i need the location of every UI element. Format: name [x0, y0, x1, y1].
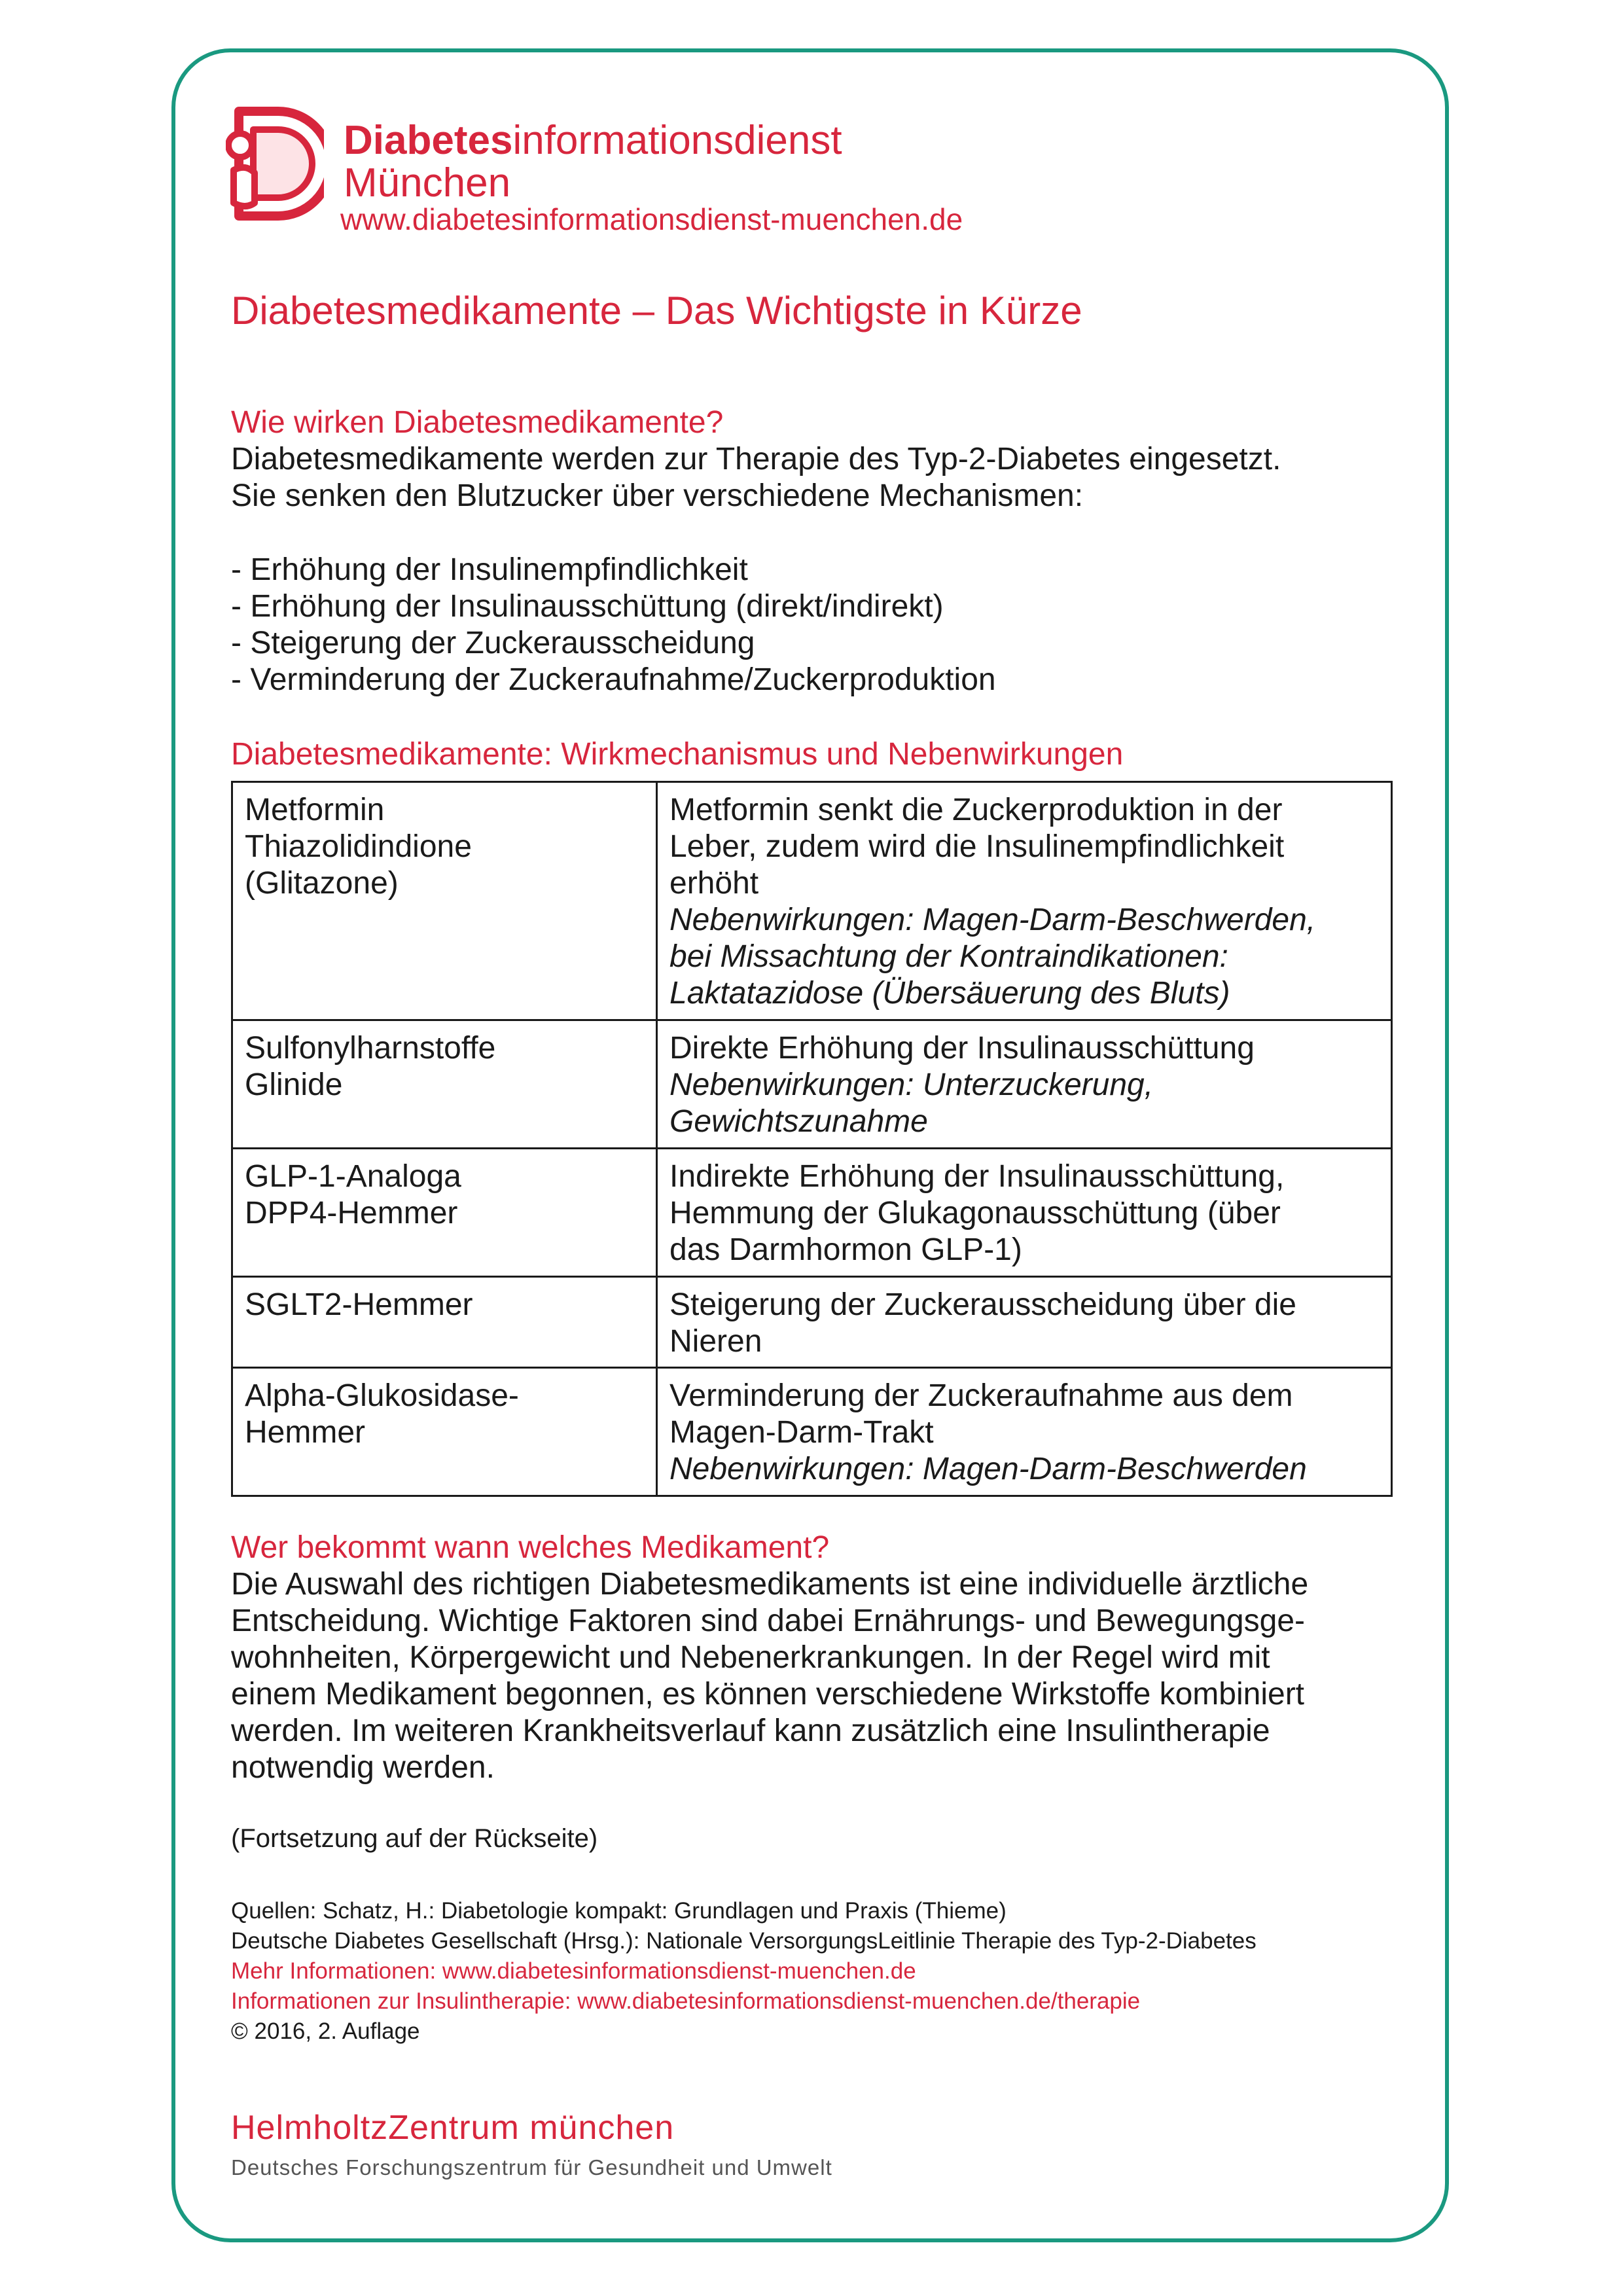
table-row — [232, 782, 1392, 1020]
effect-text: Nieren — [669, 1324, 762, 1359]
side-effect-text: Nebenwirkungen: Magen-Darm-Beschwerden — [669, 1452, 1307, 1486]
mechanism-list-item: - Erhöhung der Insulinempfindlichkeit — [231, 552, 748, 587]
continued-note: (Fortsetzung auf der Rückseite) — [231, 1824, 598, 1853]
source-line: Quellen: Schatz, H.: Diabetologie kompakt: Grundlagen und Praxis (Thieme) — [231, 1898, 1007, 1924]
brand-name-bold: Diabetes — [344, 118, 513, 163]
side-effect-text: Nebenwirkungen: Magen-Darm-Beschwerden, — [669, 903, 1316, 937]
drug-cell — [232, 1149, 657, 1277]
drug-name: Alpha-Glukosidase- — [245, 1378, 519, 1413]
table-row — [232, 1149, 1392, 1277]
section3-text-line: einem Medikament begonnen, es können verschiedene Wirkstoffe kombiniert — [231, 1677, 1305, 1712]
side-effect-text: Gewichtszunahme — [669, 1104, 928, 1139]
drug-name: Metformin — [245, 793, 385, 827]
mechanism-list-item: - Verminderung der Zuckeraufnahme/Zuckerproduktion — [231, 662, 996, 697]
drug-name: DPP4-Hemmer — [245, 1196, 458, 1230]
effect-text: Direkte Erhöhung der Insulinausschüttung — [669, 1031, 1255, 1066]
mechanism-list-item: - Erhöhung der Insulinausschüttung (direkt/indirekt) — [231, 589, 944, 624]
drug-name: Thiazolidindione — [245, 829, 472, 864]
section3-text-line: werden. Im weiteren Krankheitsverlauf kann zusätzlich eine Insulintherapie — [231, 1713, 1270, 1748]
effect-text: Verminderung der Zuckeraufnahme aus dem — [669, 1378, 1293, 1413]
effect-text: das Darmhormon GLP-1) — [669, 1232, 1022, 1267]
helmholtz-subtitle: Deutsches Forschungszentrum für Gesundheit und Umwelt — [231, 2155, 832, 2179]
drug-name: Sulfonylharnstoffe — [245, 1031, 496, 1066]
section3-text-line: notwendig werden. — [231, 1750, 495, 1785]
section3-text-line: Die Auswahl des richtigen Diabetesmedikaments ist eine individuelle ärztliche — [231, 1567, 1309, 1602]
brand-name-rest: informationsdienst — [512, 118, 842, 163]
source-line: Deutsche Diabetes Gesellschaft (Hrsg.): Nationale VersorgungsLeitlinie Therapie des Typ-2-Diabetes — [231, 1928, 1257, 1954]
effect-cell — [657, 1277, 1392, 1368]
drug-name: GLP-1-Analoga — [245, 1159, 461, 1194]
section3-heading: Wer bekommt wann welches Medikament? — [231, 1530, 830, 1565]
effect-text: Metformin senkt die Zuckerproduktion in der — [669, 793, 1283, 827]
copyright-line: © 2016, 2. Auflage — [231, 2018, 420, 2044]
section3-text-line: Entscheidung. Wichtige Faktoren sind dabei Ernährungs- und Bewegungsge- — [231, 1604, 1305, 1638]
effect-text: Steigerung der Zuckerausscheidung über die — [669, 1287, 1296, 1322]
drug-cell — [232, 1020, 657, 1149]
section1-text-line: Diabetesmedikamente werden zur Therapie des Typ-2-Diabetes eingesetzt. — [231, 442, 1281, 476]
brand-name — [344, 118, 842, 164]
table-row — [232, 1368, 1392, 1496]
page-title: Diabetesmedikamente – Das Wichtigste in Kürze — [231, 289, 1082, 332]
effect-cell — [657, 1020, 1392, 1149]
table-row — [232, 1277, 1392, 1368]
drug-name: Hemmer — [245, 1415, 366, 1450]
effect-cell — [657, 1149, 1392, 1277]
section1-text-line: Sie senken den Blutzucker über verschiedene Mechanismen: — [231, 478, 1084, 513]
drug-name: (Glitazone) — [245, 866, 399, 901]
mechanism-list-item: - Steigerung der Zuckerausscheidung — [231, 626, 755, 660]
section2-heading: Diabetesmedikamente: Wirkmechanismus und Nebenwirkungen — [231, 737, 1124, 772]
effect-cell — [657, 1368, 1392, 1496]
side-effect-text: Laktatazidose (Übersäuerung des Bluts) — [669, 976, 1230, 1011]
header-url-link[interactable]: www.diabetesinformationsdienst-muenchen.de — [340, 202, 963, 236]
effect-text: erhöht — [669, 866, 759, 901]
effect-text: Leber, zudem wird die Insulinempfindlichkeit — [669, 829, 1285, 864]
helmholtz-logo-text: HelmholtzZentrum münchen — [231, 2109, 675, 2147]
brand-city: München — [344, 160, 511, 206]
table-row — [232, 1020, 1392, 1149]
side-effect-text: Nebenwirkungen: Unterzuckerung, — [669, 1067, 1154, 1102]
effect-text: Indirekte Erhöhung der Insulinausschüttung, — [669, 1159, 1285, 1194]
drug-cell — [232, 782, 657, 1020]
drug-cell — [232, 1368, 657, 1496]
diabetes-logo-icon — [226, 105, 324, 223]
medication-table — [231, 781, 1393, 1497]
section1-heading: Wie wirken Diabetesmedikamente? — [231, 405, 724, 440]
drug-cell — [232, 1277, 657, 1368]
drug-name: Glinide — [245, 1067, 343, 1102]
insulin-info-link[interactable]: Informationen zur Insulintherapie: www.diabetesinformationsdienst-muenchen.de/therapie — [231, 1988, 1141, 2014]
section3-text-line: wohnheiten, Körpergewicht und Nebenerkrankungen. In der Regel wird mit — [231, 1640, 1270, 1675]
drug-name: SGLT2-Hemmer — [245, 1287, 473, 1322]
effect-text: Hemmung der Glukagonausschüttung (über — [669, 1196, 1281, 1230]
effect-cell — [657, 782, 1392, 1020]
effect-text: Magen-Darm-Trakt — [669, 1415, 934, 1450]
side-effect-text: bei Missachtung der Kontraindikationen: — [669, 939, 1228, 974]
more-info-link[interactable]: Mehr Informationen: www.diabetesinformationsdienst-muenchen.de — [231, 1958, 916, 1984]
